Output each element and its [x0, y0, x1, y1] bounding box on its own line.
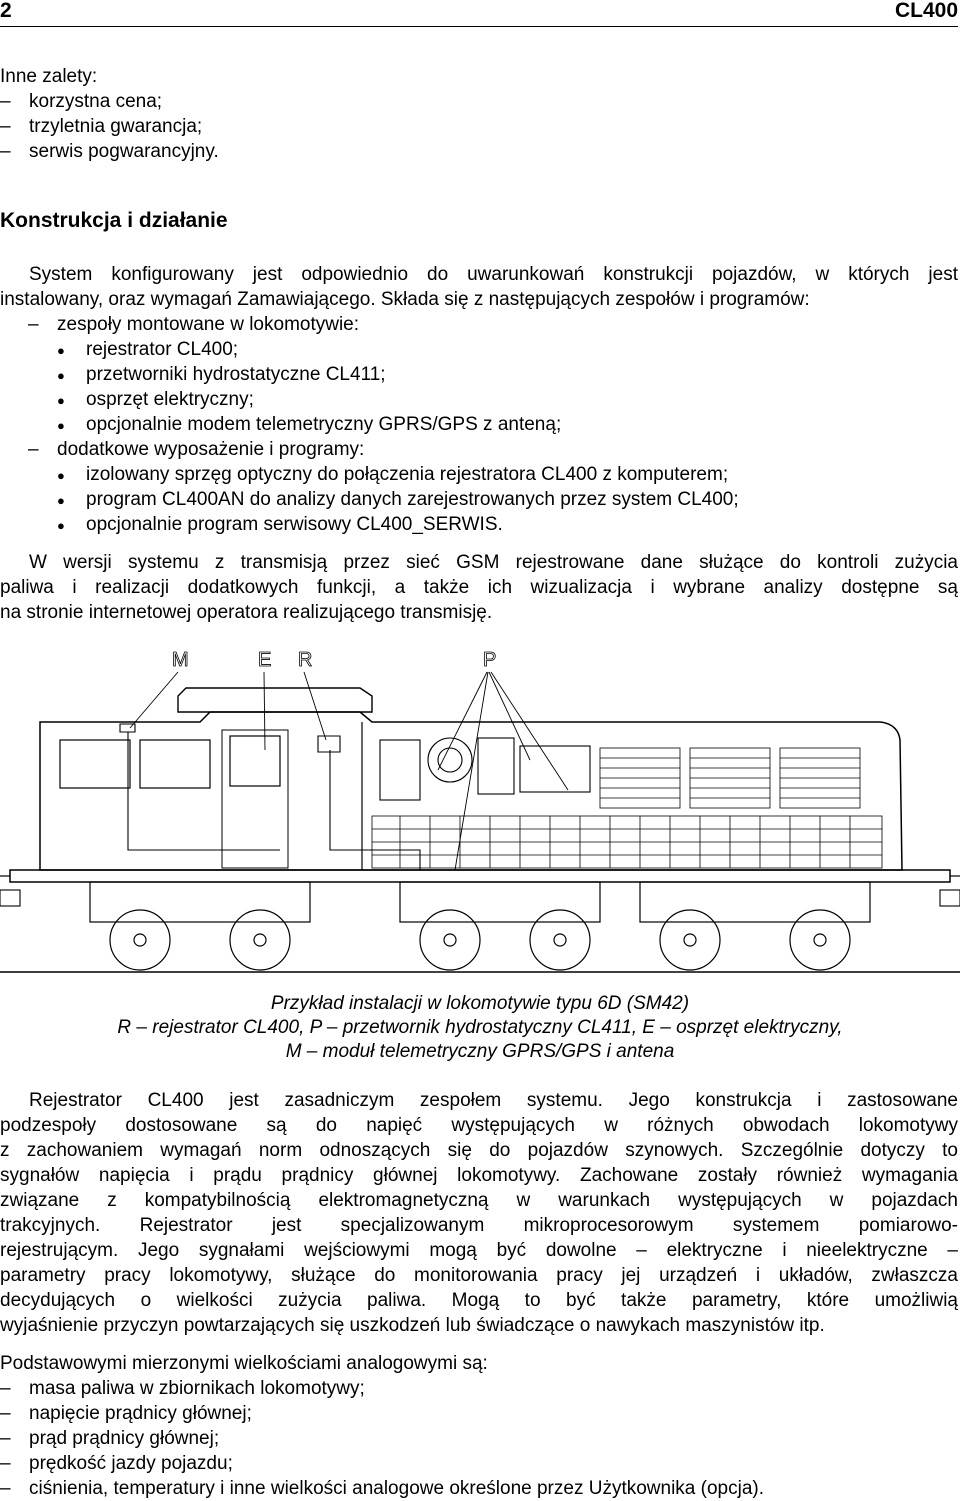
- advantage-item: – serwis pogwarancyjny.: [29, 139, 219, 164]
- bogie-front: [90, 882, 310, 970]
- group-title: – zespoły montowane w lokomotywie:: [57, 312, 359, 337]
- group-title: – dodatkowe wyposażenie i programy:: [57, 437, 364, 462]
- leader-lines: [130, 672, 568, 870]
- header-title: CL400: [894, 0, 958, 22]
- analog-item: – napięcie prądnicy głównej;: [29, 1401, 252, 1426]
- cab-roof: [178, 688, 372, 712]
- lower-grid: [372, 816, 882, 868]
- recorder-paragraph-line: rejestrującym. Jego sygnałami wejściowymi mogą być dowolne – elektryczne i nieelektryczne –: [0, 1240, 958, 1261]
- advantage-item: – korzystna cena;: [29, 89, 162, 114]
- group-item: ● przetworniki hydrostatyczne CL411;: [86, 362, 386, 387]
- body-outline: [40, 712, 902, 870]
- recorder-paragraph-line: decydujących o wielkości zużycia paliwa. Mogą to być także parametry, które umożliwią: [0, 1290, 958, 1311]
- figure-caption-title: Przykład instalacji w lokomotywie typu 6D (SM42): [270, 993, 690, 1014]
- group-item: ● izolowany sprzęg optyczny do połączenia rejestratora CL400 z komputerem;: [86, 462, 728, 487]
- gsm-paragraph-line: na stronie internetowej operatora realizującego transmisję.: [0, 602, 493, 623]
- advantage-item: – trzyletnia gwarancja;: [29, 114, 202, 139]
- group-item: ● osprzęt elektryczny;: [86, 387, 254, 412]
- bogie-rear: [640, 882, 870, 970]
- recorder-paragraph-line: podzespoły dostosowane są do napięć występujących w różnych obwodach lokomotywy: [0, 1115, 958, 1136]
- gsm-paragraph-line: paliwa i realizacji dodatkowych funkcji, a także ich wizualizacja i wybrane analizy dostępne są: [0, 577, 958, 598]
- vent-panels: [600, 748, 860, 808]
- gsm-paragraph-line: W wersji systemu z transmisją przez sieć GSM rejestrowane dane służące do kontroli zużycia: [29, 552, 958, 573]
- recorder-paragraph-line: parametry pracy lokomotywy, służące do monitorowania pracy jej urządzeń i układów, zwłaszcza: [0, 1265, 958, 1286]
- figure-caption-line: M – moduł telemetryczny GPRS/GPS i antena: [285, 1041, 675, 1062]
- figure-caption-line: R – rejestrator CL400, P – przetwornik hydrostatyczny CL411, E – osprzęt elektryczny,: [117, 1017, 843, 1038]
- analog-item: – ciśnienia, temperatury i inne wielkości analogowe określone przez Użytkownika (opcja).: [29, 1476, 764, 1501]
- recorder-paragraph-line: wyjaśnienie przyczyn powtarzających się uszkodzeń lub świadczące o nawykach maszynistów itp.: [0, 1315, 825, 1336]
- group-item: ● rejestrator CL400;: [86, 337, 238, 362]
- analog-item: – prąd prądnicy głównej;: [29, 1426, 219, 1451]
- page-number: 2: [0, 0, 12, 22]
- analog-item: – masa paliwa w zbiornikach lokomotywy;: [29, 1376, 365, 1401]
- section-heading: Konstrukcja i działanie: [0, 209, 228, 232]
- label-r: R: [298, 649, 313, 671]
- recorder-paragraph-line: związane z kompatybilnością elektromagnetyczną w warunkach występujących w pojazdach: [0, 1190, 958, 1211]
- intro-line: System konfigurowany jest odpowiednio do uwarunkowań konstrukcji pojazdów, w których jest: [29, 264, 958, 285]
- engine-details: [120, 724, 590, 870]
- label-m: M: [172, 649, 189, 671]
- locomotive-drawing: [0, 640, 960, 990]
- analog-item: – prędkość jazdy pojazdu;: [29, 1451, 233, 1476]
- advantages-title: Inne zalety:: [0, 66, 98, 87]
- group-item: ● opcjonalnie modem telemetryczny GPRS/GPS z anteną;: [86, 412, 561, 437]
- recorder-paragraph-line: sygnałów napięcia i prądu prądnicy głównej lokomotywy. Zachowane zostały również wymagania: [0, 1165, 958, 1186]
- frame: [10, 870, 950, 882]
- group-item: ● opcjonalnie program serwisowy CL400_SERWIS.: [86, 512, 503, 537]
- group-item: ● program CL400AN do analizy danych zarejestrowanych przez system CL400;: [86, 487, 739, 512]
- bogie-middle: [400, 882, 600, 970]
- page-header: [0, 0, 958, 27]
- recorder-paragraph-line: z zachowaniem wymagań norm odnoszących się do pojazdów szynowych. Szczególnie dotyczy to: [0, 1140, 958, 1161]
- intro-line: instalowany, oraz wymagań Zamawiającego. Składa się z następujących zespołów i programów:: [0, 289, 810, 310]
- recorder-paragraph-line: trakcyjnych. Rejestrator jest specjalizowanym mikroprocesorowym systemem pomiarowo-: [0, 1215, 958, 1236]
- label-e: E: [258, 649, 272, 671]
- recorder-paragraph-line: Rejestrator CL400 jest zasadniczym zespołem systemu. Jego konstrukcja i zastosowane: [29, 1090, 958, 1111]
- label-p: P: [483, 649, 497, 671]
- analog-title: Podstawowymi mierzonymi wielkościami analogowymi są:: [0, 1353, 488, 1374]
